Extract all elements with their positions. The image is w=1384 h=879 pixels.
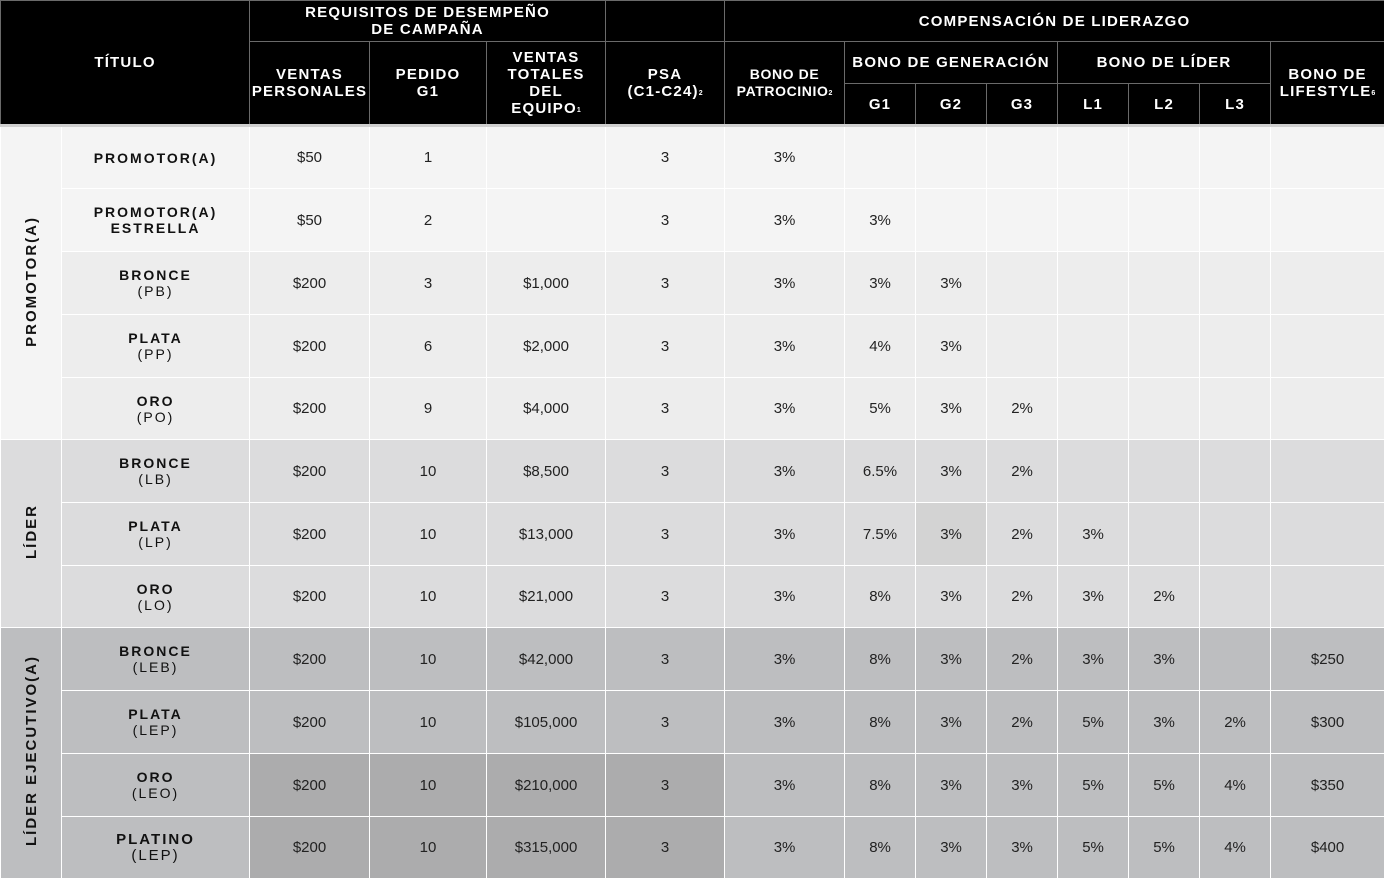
cell-psa: 3 — [606, 691, 725, 754]
cell-l3 — [1200, 378, 1271, 440]
cell-patrocinio: 3% — [725, 440, 845, 503]
cell-ventas: $200 — [250, 754, 370, 817]
row-title: PLATA (LP) — [62, 503, 250, 566]
table-row — [1, 189, 1384, 252]
row-title: PROMOTOR(A) — [62, 126, 250, 189]
cell-g1: 3% — [845, 189, 916, 252]
cell-g2: 3% — [916, 566, 987, 628]
cell-pedido: 1 — [370, 126, 487, 189]
cell-totales: $21,000 — [487, 566, 606, 628]
cell-l3: 4% — [1200, 817, 1271, 879]
header-g3: G3 — [987, 84, 1058, 126]
cell-patrocinio: 3% — [725, 315, 845, 378]
header-bono-lider: BONO DE LÍDER — [1058, 42, 1271, 84]
table-row — [1, 440, 1384, 503]
cell-patrocinio: 3% — [725, 817, 845, 879]
row-title: ORO (LEO) — [62, 754, 250, 817]
cell-psa: 3 — [606, 754, 725, 817]
row-title: BRONCE (LEB) — [62, 628, 250, 691]
cell-l3 — [1200, 126, 1271, 189]
cell-pedido: 10 — [370, 628, 487, 691]
row-title: PLATINO (LEP) — [62, 817, 250, 879]
header-l1: L1 — [1058, 84, 1129, 126]
cell-lifestyle — [1271, 440, 1384, 503]
cell-patrocinio: 3% — [725, 503, 845, 566]
cell-patrocinio: 3% — [725, 754, 845, 817]
cell-pedido: 3 — [370, 252, 487, 315]
cell-g3: 2% — [987, 566, 1058, 628]
cell-lifestyle: $250 — [1271, 628, 1384, 691]
header-empty — [606, 1, 725, 42]
cell-g3 — [987, 252, 1058, 315]
cell-g1: 6.5% — [845, 440, 916, 503]
cell-g2: 3% — [916, 754, 987, 817]
cell-patrocinio: 3% — [725, 378, 845, 440]
cell-totales: $1,000 — [487, 252, 606, 315]
cell-l3 — [1200, 503, 1271, 566]
cell-psa: 3 — [606, 503, 725, 566]
cell-ventas: $200 — [250, 440, 370, 503]
cell-pedido: 10 — [370, 817, 487, 879]
cell-l2 — [1129, 126, 1200, 189]
table-row — [1, 817, 1384, 879]
cell-ventas: $200 — [250, 315, 370, 378]
cell-l3 — [1200, 440, 1271, 503]
cell-g2: 3% — [916, 315, 987, 378]
table-row — [1, 126, 1384, 189]
cell-l2: 2% — [1129, 566, 1200, 628]
row-title: PROMOTOR(A) ESTRELLA — [62, 189, 250, 252]
cell-l2: 5% — [1129, 754, 1200, 817]
cell-lifestyle — [1271, 315, 1384, 378]
cell-totales: $210,000 — [487, 754, 606, 817]
cell-l2: 3% — [1129, 691, 1200, 754]
cell-l3: 4% — [1200, 754, 1271, 817]
cell-lifestyle — [1271, 189, 1384, 252]
row-title: ORO (LO) — [62, 566, 250, 628]
cell-g1: 5% — [845, 378, 916, 440]
cell-ventas: $200 — [250, 566, 370, 628]
cell-psa: 3 — [606, 126, 725, 189]
table-row — [1, 754, 1384, 817]
cell-g1: 4% — [845, 315, 916, 378]
cell-l1 — [1058, 440, 1129, 503]
cell-totales: $8,500 — [487, 440, 606, 503]
cell-l1: 5% — [1058, 817, 1129, 879]
header-bono-patrocinio: BONO DE PATROCINIO$^2$ — [725, 42, 845, 126]
header-g1: G1 — [845, 84, 916, 126]
cell-l1 — [1058, 315, 1129, 378]
cell-pedido: 6 — [370, 315, 487, 378]
cell-pedido: 10 — [370, 440, 487, 503]
cell-totales — [487, 126, 606, 189]
cell-patrocinio: 3% — [725, 189, 845, 252]
cell-psa: 3 — [606, 628, 725, 691]
cell-g1: 8% — [845, 691, 916, 754]
cell-totales: $2,000 — [487, 315, 606, 378]
cell-lifestyle — [1271, 252, 1384, 315]
cell-totales: $4,000 — [487, 378, 606, 440]
header-l2: L2 — [1129, 84, 1200, 126]
table-row — [1, 691, 1384, 754]
header-requisitos: REQUISITOS DE DESEMPEÑO DE CAMPAÑA — [250, 1, 606, 42]
header-ventas-personales: VENTAS PERSONALES — [250, 42, 370, 126]
cell-l1 — [1058, 126, 1129, 189]
cell-lifestyle: $300 — [1271, 691, 1384, 754]
cell-psa: 3 — [606, 315, 725, 378]
cell-l2 — [1129, 503, 1200, 566]
cell-psa: 3 — [606, 817, 725, 879]
cell-patrocinio: 3% — [725, 126, 845, 189]
cell-l1: 5% — [1058, 691, 1129, 754]
cell-totales — [487, 189, 606, 252]
cell-ventas: $200 — [250, 628, 370, 691]
cell-l2 — [1129, 315, 1200, 378]
cell-patrocinio: 3% — [725, 566, 845, 628]
cell-lifestyle — [1271, 378, 1384, 440]
cell-g3: 2% — [987, 440, 1058, 503]
row-title: BRONCE (PB) — [62, 252, 250, 315]
group-label: PROMOTOR(A) — [1, 126, 62, 440]
cell-l1 — [1058, 189, 1129, 252]
cell-g1: 8% — [845, 754, 916, 817]
cell-l2 — [1129, 378, 1200, 440]
cell-l1 — [1058, 252, 1129, 315]
cell-ventas: $50 — [250, 126, 370, 189]
group-lider-ejecutivo — [1, 628, 1384, 879]
cell-g2: 3% — [916, 628, 987, 691]
group-label: LÍDER — [1, 440, 62, 628]
cell-g2: 3% — [916, 252, 987, 315]
cell-pedido: 10 — [370, 503, 487, 566]
cell-l3 — [1200, 628, 1271, 691]
table-row — [1, 378, 1384, 440]
cell-g3: 2% — [987, 628, 1058, 691]
cell-lifestyle: $350 — [1271, 754, 1384, 817]
cell-lifestyle — [1271, 566, 1384, 628]
cell-l2: 3% — [1129, 628, 1200, 691]
cell-pedido: 10 — [370, 691, 487, 754]
cell-psa: 3 — [606, 252, 725, 315]
cell-g1: 8% — [845, 817, 916, 879]
cell-pedido: 9 — [370, 378, 487, 440]
cell-g1: 3% — [845, 252, 916, 315]
cell-g2: 3% — [916, 817, 987, 879]
cell-l3 — [1200, 566, 1271, 628]
cell-lifestyle: $400 — [1271, 817, 1384, 879]
cell-l3: 2% — [1200, 691, 1271, 754]
cell-g3: 3% — [987, 817, 1058, 879]
cell-g3: 2% — [987, 691, 1058, 754]
header-bono-generacion: BONO DE GENERACIÓN — [845, 42, 1058, 84]
row-title: PLATA (LEP) — [62, 691, 250, 754]
cell-patrocinio: 3% — [725, 628, 845, 691]
cell-totales: $315,000 — [487, 817, 606, 879]
cell-g3: 2% — [987, 503, 1058, 566]
header-pedido-g1: PEDIDO G1 — [370, 42, 487, 126]
cell-psa: 3 — [606, 566, 725, 628]
cell-g2: 3% — [916, 691, 987, 754]
table-row — [1, 315, 1384, 378]
row-title: PLATA (PP) — [62, 315, 250, 378]
table-header — [1, 1, 1384, 126]
table-row — [1, 252, 1384, 315]
cell-lifestyle — [1271, 503, 1384, 566]
cell-totales: $13,000 — [487, 503, 606, 566]
table-row — [1, 503, 1384, 566]
group-label: LÍDER EJECUTIVO(A) — [1, 628, 62, 879]
cell-g3 — [987, 189, 1058, 252]
cell-l2 — [1129, 189, 1200, 252]
cell-l2: 5% — [1129, 817, 1200, 879]
cell-l2 — [1129, 440, 1200, 503]
cell-patrocinio: 3% — [725, 691, 845, 754]
header-psa: PSA $(C1-C24)^2$ — [606, 42, 725, 126]
cell-ventas: $200 — [250, 252, 370, 315]
group-lider — [1, 440, 1384, 628]
group-promotor — [1, 126, 1384, 440]
cell-ventas: $50 — [250, 189, 370, 252]
cell-ventas: $200 — [250, 817, 370, 879]
cell-ventas: $200 — [250, 378, 370, 440]
cell-psa: 3 — [606, 189, 725, 252]
cell-l3 — [1200, 252, 1271, 315]
header-l3: L3 — [1200, 84, 1271, 126]
cell-g3 — [987, 126, 1058, 189]
cell-totales: $105,000 — [487, 691, 606, 754]
cell-l3 — [1200, 189, 1271, 252]
cell-pedido: 10 — [370, 566, 487, 628]
cell-ventas: $200 — [250, 503, 370, 566]
cell-pedido: 2 — [370, 189, 487, 252]
cell-g1: 8% — [845, 628, 916, 691]
cell-g2: 3% — [916, 503, 987, 566]
cell-l1: 5% — [1058, 754, 1129, 817]
cell-g2: 3% — [916, 378, 987, 440]
table-row — [1, 628, 1384, 691]
cell-psa: 3 — [606, 440, 725, 503]
cell-g2: 3% — [916, 440, 987, 503]
cell-g3 — [987, 315, 1058, 378]
cell-patrocinio: 3% — [725, 252, 845, 315]
cell-g3: 2% — [987, 378, 1058, 440]
header-g2: G2 — [916, 84, 987, 126]
row-title: BRONCE (LB) — [62, 440, 250, 503]
cell-ventas: $200 — [250, 691, 370, 754]
cell-l2 — [1129, 252, 1200, 315]
cell-psa: 3 — [606, 378, 725, 440]
cell-l3 — [1200, 315, 1271, 378]
cell-l1: 3% — [1058, 503, 1129, 566]
header-titulo: TÍTULO — [1, 1, 250, 126]
cell-l1: 3% — [1058, 566, 1129, 628]
cell-lifestyle — [1271, 126, 1384, 189]
cell-g1: 7.5% — [845, 503, 916, 566]
cell-g1: 8% — [845, 566, 916, 628]
row-title: ORO (PO) — [62, 378, 250, 440]
cell-g1 — [845, 126, 916, 189]
header-compensacion: COMPENSACIÓN DE LIDERAZGO — [725, 1, 1384, 42]
cell-g2 — [916, 126, 987, 189]
cell-g3: 3% — [987, 754, 1058, 817]
cell-l1: 3% — [1058, 628, 1129, 691]
header-bono-lifestyle: BONO DE LIFESTYLE$^6$ — [1271, 42, 1384, 126]
cell-l1 — [1058, 378, 1129, 440]
table-row — [1, 566, 1384, 628]
cell-g2 — [916, 189, 987, 252]
header-ventas-totales: VENTAS TOTALES DEL EQUIPO$^1$ — [487, 42, 606, 126]
cell-pedido: 10 — [370, 754, 487, 817]
cell-totales: $42,000 — [487, 628, 606, 691]
